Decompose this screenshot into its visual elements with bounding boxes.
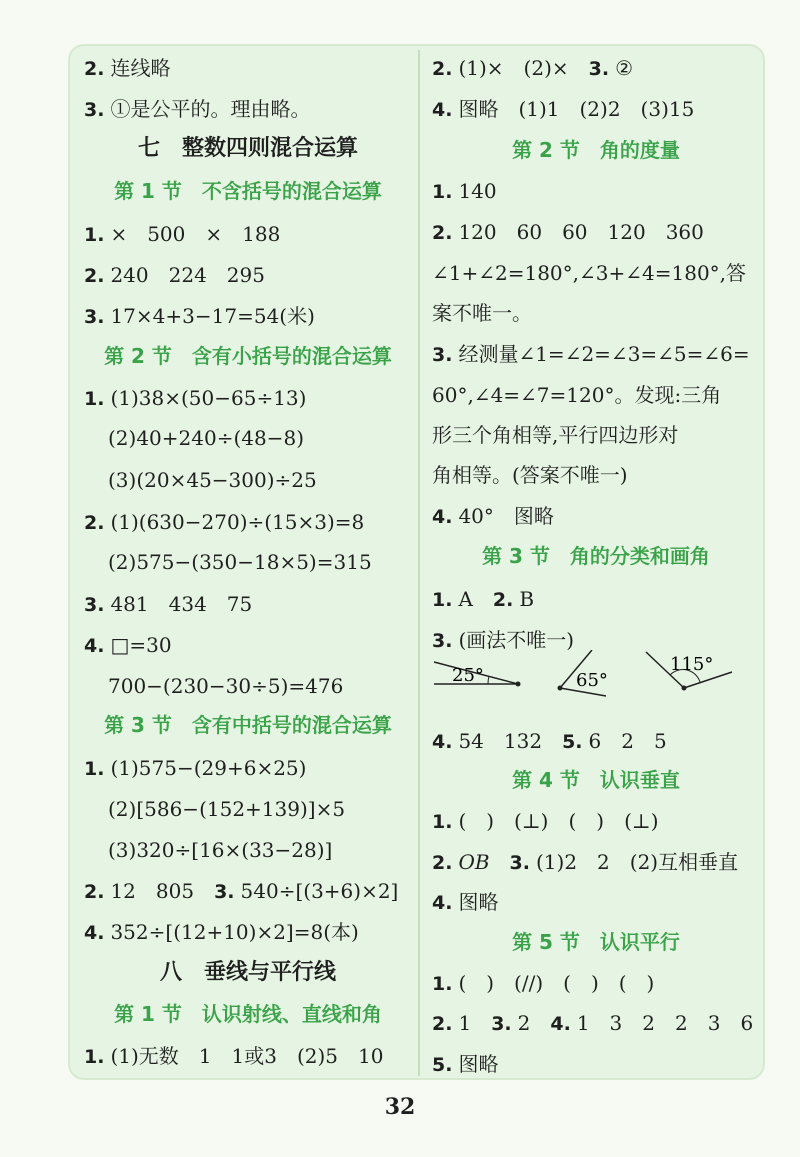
answer-line (84, 590, 252, 618)
answer-line (84, 918, 359, 946)
item-number: 4. (550, 1013, 571, 1035)
answer-line (432, 727, 667, 755)
section-title: 第 4 节 认识垂直 (512, 768, 680, 792)
chapter-title: 七 整数四则混合运算 (137, 136, 358, 161)
item-number: 5. (432, 1054, 453, 1076)
answer-line: (3)320÷[16×(33−28)] (108, 838, 333, 862)
answer-text: 图略 (458, 1052, 499, 1076)
answer-text: 图略 (1)1 (2)2 (3)15 (458, 97, 695, 121)
answer-text: × 500 × 188 (110, 222, 281, 246)
answer-line (432, 1009, 753, 1037)
item-number: 4. (432, 99, 453, 121)
answer-line (432, 1050, 498, 1078)
answer-line (84, 95, 310, 123)
answer-text: 经测量∠1=∠2=∠3=∠5=∠6= (458, 342, 750, 366)
answer-line (432, 807, 659, 835)
answer-text: ( ) (//) ( ) ( ) (458, 971, 655, 995)
answer-text: 17×4+3−17=54(米) (110, 304, 315, 328)
answer-text: 140 (458, 179, 497, 203)
item-number: 1. (84, 388, 105, 410)
answer-text: ( ) (⊥) ( ) (⊥) (458, 809, 659, 833)
item-number: 1. (432, 181, 453, 203)
item-number: 4. (84, 635, 105, 657)
answer-text: (1)575−(29+6×25) (110, 756, 307, 780)
answer-text: 2 (517, 1011, 551, 1035)
answer-text: 12 805 (110, 879, 215, 903)
answer-line (432, 848, 738, 876)
item-number: 2. (84, 512, 105, 534)
item-number: 4. (84, 922, 105, 944)
answer-text: 图略 (458, 890, 499, 914)
item-number: 1. (84, 758, 105, 780)
answer-line (432, 585, 534, 613)
item-number: 1. (84, 224, 105, 246)
angle-vertex (682, 686, 687, 691)
answer-text: (1)(630−270)÷(15×3)=8 (110, 510, 365, 534)
answer-text: ② (615, 56, 634, 80)
item-number: 3. (491, 1013, 512, 1035)
answer-line (432, 218, 704, 246)
answer-line: (2)575−(350−18×5)=315 (108, 550, 372, 574)
angle-65-drawing (558, 650, 608, 696)
section-title: 第 2 节 角的度量 (512, 138, 680, 162)
section-title: 第 2 节 含有小括号的混合运算 (104, 344, 392, 368)
item-number: 5. (562, 731, 583, 753)
answer-text: 120 60 60 120 360 (458, 220, 704, 244)
answer-text: 352÷[(12+10)×2]=8(本) (110, 920, 359, 944)
item-number: 2. (432, 1013, 453, 1035)
item-number: 3. (432, 630, 453, 652)
angle-vertex (558, 686, 563, 691)
item-number: 2. (84, 881, 105, 903)
item-number: 4. (432, 506, 453, 528)
answer-text: □=30 (110, 633, 172, 657)
section-title: 第 1 节 不含括号的混合运算 (114, 179, 382, 203)
answer-text: 240 224 295 (110, 263, 265, 287)
angle-115-drawing (646, 652, 732, 691)
angle-label: 65° (576, 670, 608, 691)
item-number: 3. (84, 594, 105, 616)
answer-text: (画法不唯一) (458, 628, 575, 652)
item-number: 1. (84, 1046, 105, 1068)
answer-text: 481 434 75 (110, 592, 253, 616)
answer-line: (3)(20×45−300)÷25 (108, 468, 317, 492)
answer-line (84, 877, 398, 905)
item-number: 3. (214, 881, 235, 903)
answer-line (84, 631, 172, 659)
item-number: 3. (84, 99, 105, 121)
chapter-title: 八 垂线与平行线 (159, 960, 336, 985)
answer-text: 1 (458, 1011, 492, 1035)
angle-25-drawing (434, 662, 521, 687)
column-divider (418, 50, 420, 1076)
answer-text: 54 132 (458, 729, 563, 753)
answer-line (432, 340, 750, 368)
item-number: 2. (432, 222, 453, 244)
item-number: 1. (432, 589, 453, 611)
answer-line (84, 54, 170, 82)
answer-line (432, 969, 654, 997)
answer-line: 案不唯一。 (432, 301, 532, 325)
item-number: 4. (432, 892, 453, 914)
angle-drawings (432, 650, 752, 710)
answer-line (84, 384, 306, 412)
answer-line: ∠1+∠2=180°,∠3+∠4=180°,答 (432, 261, 747, 285)
answer-line: 角相等。(答案不唯一) (432, 463, 628, 487)
answer-text: (1)无数 1 1或3 (2)5 10 (110, 1044, 384, 1068)
item-number: 4. (432, 731, 453, 753)
answer-line (84, 1042, 383, 1070)
item-number: 1. (432, 973, 453, 995)
page-number: 32 (384, 1094, 416, 1120)
answer-text: (1)× (2)× (458, 56, 589, 80)
answer-text: 连线略 (110, 56, 171, 80)
answer-text: 540÷[(3+6)×2] (240, 879, 399, 903)
answer-line: 60°,∠4=∠7=120°。发现:三角 (432, 383, 722, 407)
item-number: 2. (432, 852, 453, 874)
item-number: 3. (84, 306, 105, 328)
answer-text: (1)38×(50−65÷13) (110, 386, 307, 410)
item-number: 2. (84, 265, 105, 287)
answer-line (432, 177, 497, 205)
answer-text: 40° 图略 (458, 504, 554, 528)
answer-line: (2)40+240÷(48−8) (108, 426, 305, 450)
section-title: 第 3 节 含有中括号的混合运算 (104, 713, 392, 737)
answer-line: 形三个角相等,平行四边形对 (432, 423, 679, 447)
section-title: 第 5 节 认识平行 (512, 930, 680, 954)
answer-line (84, 754, 306, 782)
item-number: 1. (432, 811, 453, 833)
answer-line (432, 95, 694, 123)
answer-text: ①是公平的。理由略。 (110, 97, 311, 121)
answer-line (432, 54, 633, 82)
answer-line (84, 220, 280, 248)
answer-text: 6 2 5 (588, 729, 667, 753)
answer-line: 700−(230−30÷5)=476 (108, 674, 344, 698)
answer-line (84, 261, 265, 289)
item-number: 2. (84, 58, 105, 80)
angle-vertex (516, 682, 521, 687)
answer-line: (2)[586−(152+139)]×5 (108, 797, 346, 821)
answer-line (84, 302, 315, 330)
answer-text: 1 3 2 2 3 6 (576, 1011, 754, 1035)
answer-text: B (519, 587, 535, 611)
answer-text: OB (458, 850, 510, 874)
item-number: 3. (509, 852, 530, 874)
item-number: 3. (588, 58, 610, 80)
item-number: 3. (432, 344, 453, 366)
answer-text: (1)2 2 (2)互相垂直 (536, 850, 739, 874)
answer-text: A (458, 587, 493, 611)
angle-arc (488, 676, 489, 684)
item-number: 2. (492, 589, 514, 611)
section-title: 第 3 节 角的分类和画角 (482, 544, 710, 568)
item-number: 2. (432, 58, 453, 80)
answer-line (432, 888, 498, 916)
answer-line (84, 508, 364, 536)
section-title: 第 1 节 认识射线、直线和角 (114, 1002, 382, 1026)
angle-label: 115° (670, 654, 714, 675)
answer-line (432, 502, 554, 530)
angle-label: 25° (452, 665, 484, 686)
